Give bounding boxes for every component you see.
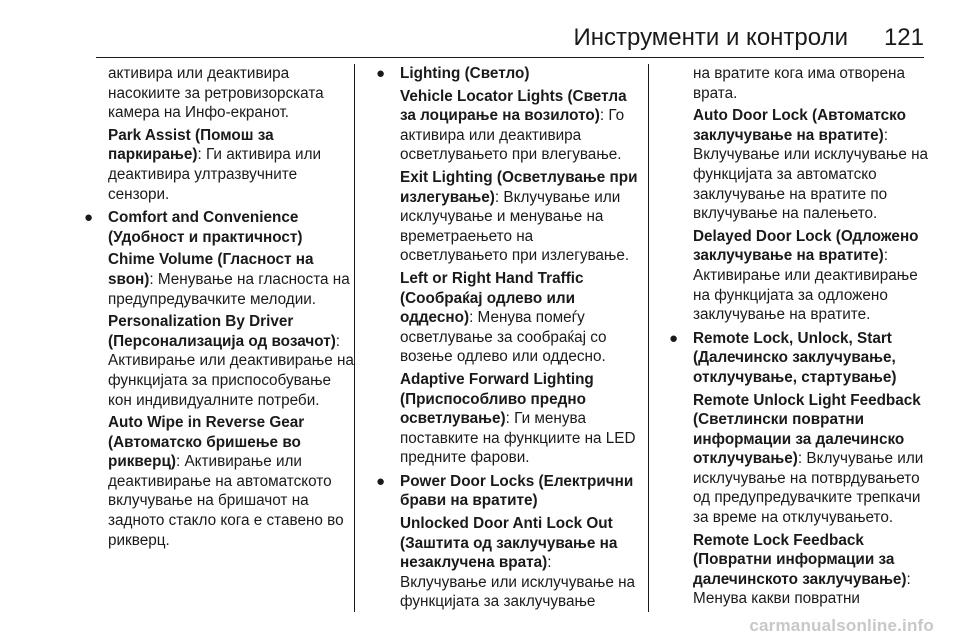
bullet-icon: ●	[376, 472, 386, 490]
adaptive-lighting-entry	[400, 370, 640, 468]
adaptive-lighting-title: Adaptive Forward Lighting (Приспособливо предно осветлување)	[400, 370, 594, 428]
vehicle-locator-text: : Го активира или деактивира осветлувањето при влегување.	[400, 107, 625, 164]
continued-block	[82, 64, 354, 204]
auto-door-lock-title: Auto Door Lock (Автоматско заклучување на вратите)	[693, 107, 906, 144]
exit-lighting-entry	[400, 168, 640, 266]
page-header	[0, 0, 960, 60]
auto-wipe-entry	[108, 413, 354, 550]
remote-lock-feedback-text: : Менува какви повратни	[693, 570, 911, 608]
chime-volume-text: : Менување на гласноста на предупредувачките мелодии.	[108, 270, 350, 308]
traffic-side-title: Left or Right Hand Traffic (Сообраќај одлево или оддесно)	[400, 269, 584, 327]
park-assist-text: : Ги активира или деактивира ултразвучните сензори.	[108, 146, 322, 203]
delayed-door-lock-text: : Активирање или деактивирање на функцијата за одложено заклучување на вратите.	[693, 247, 918, 324]
adaptive-lighting-text: : Ги менува поставките на функциите на LED предните фарови.	[400, 410, 636, 467]
remote-lock-feedback-entry	[693, 531, 937, 609]
power-door-locks-section	[374, 472, 640, 612]
header-divider	[96, 57, 924, 58]
auto-door-lock-entry	[693, 106, 937, 224]
anti-lockout-entry	[400, 514, 640, 612]
comfort-heading: Comfort and Convenience (Удобност и практичност)	[108, 209, 303, 246]
auto-wipe-title: Auto Wipe in Reverse Gear (Автоматско бришење во рикверц)	[108, 414, 305, 471]
remote-light-feedback-entry	[693, 391, 937, 528]
exit-lighting-title: Exit Lighting (Осветлување при излегување)	[400, 168, 638, 206]
delayed-door-lock-entry	[693, 227, 937, 325]
remote-light-feedback-title: Remote Unlock Light Feedback (Светлински повратни информации за далечинско отклучување)	[693, 391, 921, 468]
continued-text: активира или деактивира насокиите за ретровизорската камера на Инфо-екранот.	[108, 65, 324, 122]
park-assist-title: Park Assist (Помош за паркирање)	[108, 126, 274, 164]
lighting-section	[374, 64, 640, 468]
auto-wipe-text: : Активирање или деактивирање на автоматското вклучување на бришачот на задното стакло кога е ставено во рикверц.	[108, 453, 344, 549]
vehicle-locator-title: Vehicle Locator Lights (Светла за лоцирање на возилото)	[400, 87, 627, 125]
chime-volume-title: Chime Volume (Гласност на ѕвон)	[108, 251, 314, 288]
column-divider-2	[648, 64, 649, 612]
delayed-door-lock-title: Delayed Door Lock (Одложено заклучување на вратите)	[693, 227, 919, 265]
personalization-entry	[108, 312, 354, 410]
anti-lockout-text: : Вклучување или исклучување на функцијата за заклучување	[400, 554, 636, 611]
column-divider-1	[354, 64, 355, 612]
watermark: carmanualsonline.info	[749, 616, 934, 635]
column-1	[82, 64, 354, 550]
page-number: 121	[883, 24, 924, 51]
vehicle-locator-entry	[400, 87, 640, 165]
traffic-side-text: : Менува помеѓу осветлување за сообраќај со возење одлево или оддесно.	[400, 309, 607, 366]
section-title: Инструменти и контроли	[573, 24, 848, 51]
remote-section	[667, 329, 937, 609]
park-assist-entry	[108, 126, 354, 204]
column-2	[374, 64, 640, 612]
chime-volume-entry	[108, 250, 354, 309]
lighting-heading: Lighting (Светло)	[400, 65, 530, 82]
continued-block	[667, 64, 937, 325]
auto-door-lock-text: : Вклучување или исклучување на функцијата за автоматско заклучување на вратите по вклучување на палењето.	[693, 126, 929, 223]
bullet-icon: ●	[376, 65, 386, 82]
personalization-text: : Активирање или деактивирање на функцијата за приспособување кон индивидуалните потреби.	[108, 332, 354, 409]
bullet-icon: ●	[669, 329, 679, 347]
remote-heading: Remote Lock, Unlock, Start (Далечинско заклучување, отклучување, стартување)	[693, 329, 897, 386]
bullet-icon: ●	[84, 209, 94, 227]
comfort-section	[82, 208, 354, 550]
power-door-locks-heading: Power Door Locks (Електрични брави на вратите)	[400, 472, 634, 510]
anti-lockout-title: Unlocked Door Anti Lock Out (Заштита од заклучување на незаклучена врата)	[400, 515, 618, 572]
traffic-side-entry	[400, 269, 640, 367]
exit-lighting-text: : Вклучување или исклучување и менување на времетраењето на осветлувањето при излегување.	[400, 188, 630, 265]
remote-light-feedback-text: : Вклучување или исклучување на потврдувањето од предупредувачките трепкачи за време на отклучувањето.	[693, 450, 924, 527]
column-3	[667, 64, 937, 609]
personalization-title: Personalization By Driver (Персонализација од возачот)	[108, 313, 336, 350]
remote-lock-feedback-title: Remote Lock Feedback (Повратни информации за далечинското заклучување)	[693, 531, 907, 588]
continued-text: на вратите кога има отворена врата.	[693, 65, 905, 102]
